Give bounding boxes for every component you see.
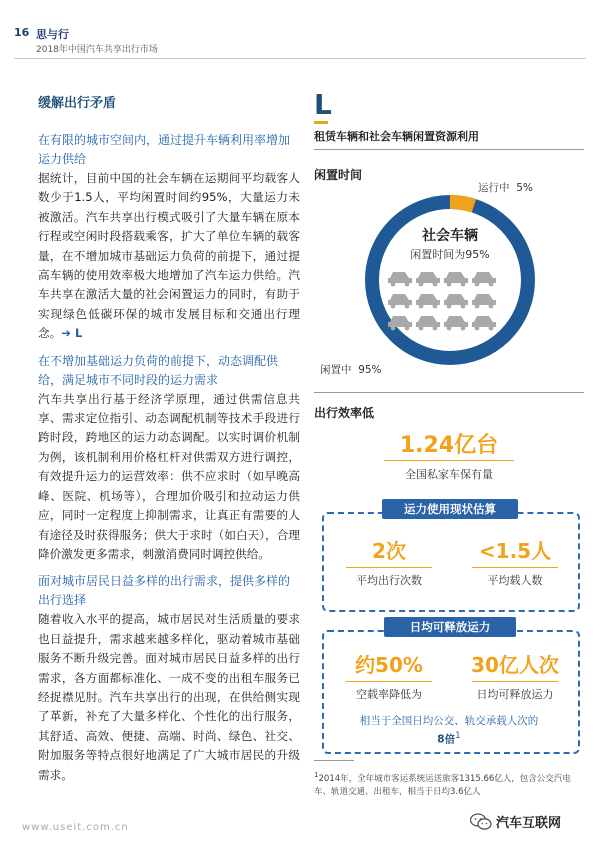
- box-letter-L: L: [314, 88, 332, 121]
- subsection-body-1-text: 据统计，目前中国的社会车辆在运期间平均载客人数少于1.5人，平均闲置时间约95%，大量运力未被激活。汽车共享出行模式吸引了大量车辆在原本行程或空闲时段搭载乘客，扩大了单位车辆的载客量，在不增加城市基础运力负荷的前提下，通过提高车辆的使用效率极大地增加了汽车运力供给。汽车共享在激活大量的社会闲置运力的同时，有助于实现绿色低碳环保的城市发展目标和交通出行理念。: [38, 171, 300, 341]
- subsection-heading-2: 在不增加基础运力负荷的前提下，动态调配供给，满足城市不同时段的运力需求: [38, 353, 279, 387]
- footnote-divider: [314, 760, 354, 761]
- divider-1: [314, 149, 584, 150]
- release-caption: 日均可释放运力: [476, 688, 554, 701]
- car-icon: [388, 294, 412, 308]
- equivalence-times: 8倍: [437, 733, 456, 746]
- subsection-heading-3: 面对城市居民日益多样的出行需求，提供多样的出行选择: [38, 574, 291, 608]
- section-title: 思与行: [36, 28, 69, 41]
- capacity-estimate-title: 运力使用现状估算: [382, 499, 518, 519]
- footnote: [314, 768, 586, 799]
- avg-trips-stat: [334, 538, 444, 588]
- release-stat: [460, 652, 570, 702]
- car-icon: [472, 272, 496, 286]
- avg-trips-value: 2次: [372, 539, 406, 563]
- daily-release-title: 日均可释放运力: [384, 617, 516, 637]
- avg-passengers-value: <1.5人: [478, 539, 552, 563]
- empty-rate-caption: 空载率降低为: [356, 688, 422, 701]
- avg-passengers-stat: [460, 538, 570, 588]
- private-cars-value: 1.24亿台: [399, 433, 499, 458]
- car-icon: [416, 294, 440, 308]
- release-value: 30亿人次: [471, 653, 559, 677]
- equivalence-text: 相当于全国日均公交、轨交承载人次的: [359, 715, 539, 727]
- empty-rate-value: 约50%: [355, 653, 423, 677]
- donut-center-title: 社会车辆: [422, 228, 478, 244]
- divider-2: [314, 392, 584, 393]
- equivalence-note: [324, 714, 574, 748]
- site-watermark: www.useit.com.cn: [22, 822, 129, 833]
- car-icons-grid: [388, 272, 496, 330]
- car-icon: [388, 316, 412, 330]
- wechat-logo: [470, 812, 561, 831]
- avg-passengers-caption: 平均载人数: [487, 574, 543, 587]
- footnote-mark: 1: [314, 770, 319, 779]
- car-icon: [416, 316, 440, 330]
- page-number: 16: [14, 26, 30, 39]
- car-icon: [472, 316, 496, 330]
- report-subtitle: 2018年中国汽车共享出行市场: [36, 45, 158, 55]
- car-icon: [416, 272, 440, 286]
- idle-label: 闲置中: [320, 364, 352, 376]
- efficiency-heading: 出行效率低: [314, 406, 375, 420]
- idle-time-donut: [360, 190, 540, 370]
- avg-trips-underline: [346, 567, 432, 568]
- car-icon: [444, 294, 468, 308]
- idle-time-heading: 闲置时间: [314, 168, 363, 182]
- letter-accent-bar: [314, 121, 328, 124]
- subsection-body-2: 汽车共享出行基于经济学原理，通过供需信息共享、需求定位指引、动态调配机制等技术手段进行跨时段，跨地区的运力动态调配。以实时调价机制为例，该机制利用价格杠杆对供需双方进行调控，有效提升运力的运营效率：供不应求时（如早晚高峰、医院、机场等），合理加价吸引和拉动运力供应，同时一定程度上抑制需求，让真正有需要的人有途径及时获得服务；供大于求时（如白天），合理降价激发更多需求，刺激消费同时调控供给。: [38, 391, 300, 561]
- running-label: 运行中: [478, 182, 510, 194]
- logo-text: 汽车互联网: [496, 816, 562, 831]
- empty-rate-underline: [346, 681, 432, 682]
- car-icon: [388, 272, 412, 286]
- empty-rate-stat: [334, 652, 444, 702]
- main-section-title: 缓解出行矛盾: [38, 96, 117, 111]
- footnote-ref: 1: [455, 731, 461, 741]
- subsection-body-3: 随着收入水平的提高，城市居民对生活质量的要求也日益提升，需求越来越多样化，驱动着城市基础服务不断升级完善。面对城市居民日益多样的出行需求，各方面都标准化、一成不变的出租车服务已经捉襟见肘。汽车共享出行的出现，在供给侧实现了革新，补充了大量多样化、个性化的出行服务，其舒适、高效、便捷、高端、时尚、绿色、社交、附加服务等特点很好地满足了广大城市居民的升级需求。: [38, 612, 300, 782]
- car-icon: [472, 294, 496, 308]
- avg-passengers-underline: [472, 567, 558, 568]
- donut-center-sub: 闲置时间为95%: [410, 248, 490, 261]
- header-divider: [14, 58, 586, 59]
- private-cars-caption: 全国私家车保有量: [405, 468, 493, 481]
- car-icon: [444, 272, 468, 286]
- infographic-title: 租赁车辆和社会车辆闲置资源利用: [314, 130, 479, 143]
- subsection-body-1: [38, 169, 300, 344]
- private-cars-underline: [384, 460, 514, 461]
- ref-link-L[interactable]: ➔ L: [61, 326, 83, 341]
- car-icon: [444, 316, 468, 330]
- running-pct: 5%: [516, 182, 533, 194]
- idle-pct: 95%: [358, 364, 382, 376]
- wechat-icon: [470, 813, 492, 831]
- donut-running-arc: [450, 202, 474, 206]
- release-underline: [472, 681, 558, 682]
- subsection-heading-1: 在有限的城市空间内，通过提升车辆利用率增加运力供给: [38, 133, 291, 166]
- footnote-text: 2014年，全年城市客运系统运送旅客1315.66亿人，包含公交汽电车、轨道交通、出租车，相当于日均3.6亿人: [314, 773, 571, 797]
- left-column: [38, 92, 300, 793]
- avg-trips-caption: 平均出行次数: [356, 574, 422, 587]
